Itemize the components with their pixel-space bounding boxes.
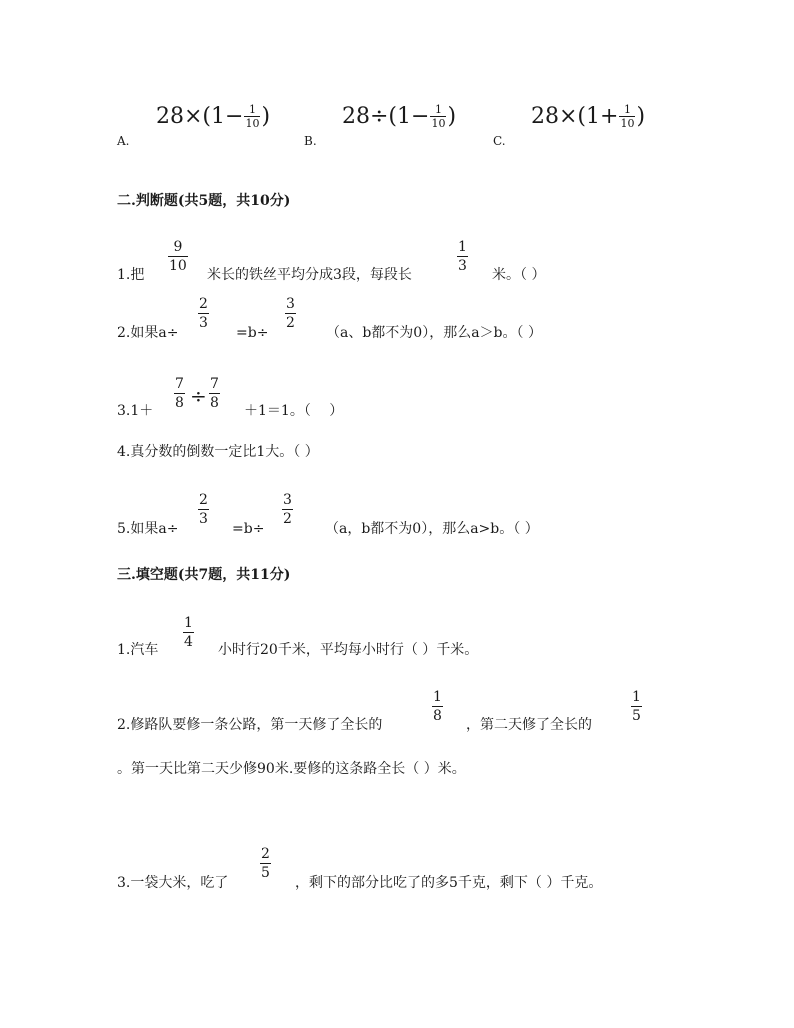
fraction: $\frac{1}{10}$ (245, 103, 260, 130)
formula-lead: 28÷(1− (342, 103, 430, 129)
option-c-formula (531, 104, 645, 129)
s2-q1-prefix: 1.把 (117, 267, 145, 283)
option-c-label: C. (493, 134, 506, 148)
s3-q2-fraction-2: 1 5 (632, 689, 641, 724)
s2-q1-suffix: 米。（ ） (492, 267, 546, 283)
s3-q1-suffix: 小时行20千米，平均每小时行（ ）千米。 (218, 642, 479, 658)
s2-q5-mid: =b÷ (232, 521, 265, 537)
s2-q3-fraction-2: 7 8 (210, 376, 219, 411)
s3-q3-prefix: 3.一袋大米，吃了 (117, 875, 229, 891)
s3-q2-mid: ，第二天修了全长的 (466, 717, 592, 733)
formula-tail: ) (636, 103, 646, 129)
s3-q3-suffix: ，剩下的部分比吃了的多5千克，剩下（ ）千克。 (295, 875, 603, 891)
s2-q5-prefix: 5.如果a÷ (117, 521, 179, 537)
s2-q3-suffix: ＋1＝1。（ ） (244, 403, 344, 419)
s3-q2-prefix: 2.修路队要修一条公路，第一天修了全长的 (117, 717, 383, 733)
s2-q5-fraction-1: 2 3 (199, 492, 208, 527)
s2-q2-suffix: （a、b都不为0），那么a＞b。（ ） (326, 325, 542, 341)
s2-q2-fraction-1: 2 3 (199, 296, 208, 331)
s2-q2-fraction-2: 3 2 (286, 296, 295, 331)
option-a-formula (156, 104, 270, 129)
s2-q2-mid: =b÷ (236, 325, 269, 341)
option-b-label: B. (304, 134, 317, 148)
s2-q3-fraction-1: 7 8 (175, 376, 184, 411)
s2-q4-text: 4.真分数的倒数一定比1大。（ ） (117, 444, 319, 460)
formula-tail: ) (447, 103, 457, 129)
s2-q2-prefix: 2.如果a÷ (117, 325, 179, 341)
s3-q2-fraction-1: 1 8 (433, 689, 442, 724)
fraction: $\frac{1}{10}$ (620, 103, 635, 130)
fraction: $\frac{1}{10}$ (431, 103, 446, 130)
s3-q2-line2: 。第一天比第二天少修90米.要修的这条路全长（ ）米。 (117, 761, 466, 777)
s3-q3-fraction: 2 5 (261, 846, 270, 881)
s2-q1-mid: 米长的铁丝平均分成3段，每段长 (207, 267, 412, 283)
formula-tail: ) (261, 103, 271, 129)
s2-q3-prefix: 3.1＋ (117, 403, 154, 419)
section-2-heading: 二.判断题(共5题，共10分) (117, 193, 291, 209)
formula-lead: 28×(1+ (531, 103, 619, 129)
s3-q1-prefix: 1.汽车 (117, 642, 159, 658)
s2-q3-divide-op: ÷ (190, 384, 207, 408)
s3-q1-fraction: 1 4 (184, 615, 193, 650)
formula-lead: 28×(1− (156, 103, 244, 129)
option-a-label: A. (117, 134, 130, 148)
option-b-formula (342, 104, 456, 129)
s2-q5-fraction-2: 3 2 (283, 492, 292, 527)
section-3-heading: 三.填空题(共7题，共11分) (117, 567, 291, 583)
s2-q1-fraction-1: 9 10 (169, 239, 187, 274)
s2-q5-suffix: （a，b都不为0），那么a>b。（ ） (325, 521, 539, 537)
s2-q1-fraction-2: 1 3 (458, 239, 467, 274)
